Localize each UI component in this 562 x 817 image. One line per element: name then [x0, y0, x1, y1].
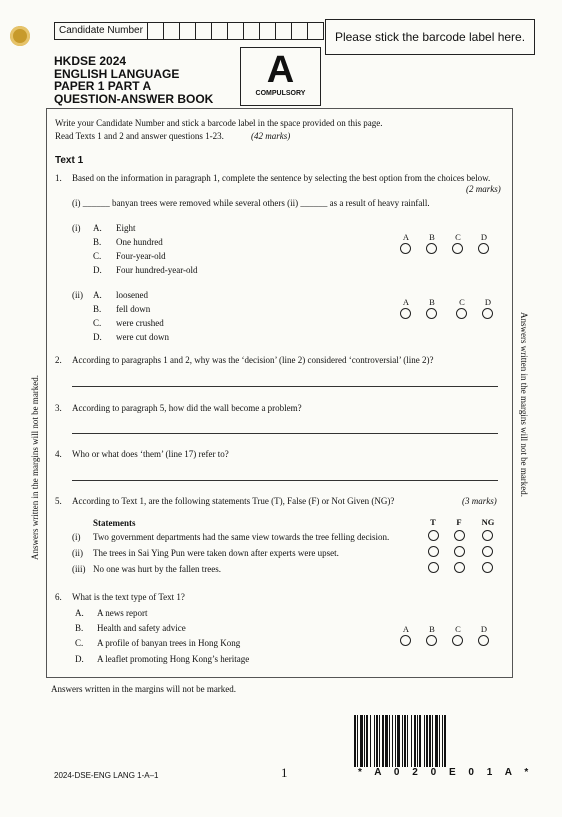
barcode-label-area[interactable] — [325, 19, 535, 55]
footer-code: 2024-DSE-ENG LANG 1-A–1 — [54, 771, 159, 780]
bubble-letter: B — [429, 297, 435, 307]
candidate-digit-cell[interactable] — [308, 23, 323, 39]
bubble-letter: C — [459, 297, 465, 307]
option-text: were cut down — [116, 332, 169, 342]
tfng-label: NG — [481, 517, 495, 527]
answer-bubble[interactable] — [454, 562, 465, 573]
option-text: A news report — [97, 608, 148, 618]
instructions-marks: (42 marks) — [251, 131, 291, 141]
q1-part-i-label: (i) — [72, 223, 81, 233]
statement-number: (ii) — [72, 548, 83, 558]
option-letter: D. — [75, 654, 84, 664]
barcode-bar — [432, 715, 433, 767]
candidate-digit-cell[interactable] — [180, 23, 196, 39]
statement-number: (i) — [72, 532, 81, 542]
option-text: A leaflet promoting Hong Kong’s heritage — [97, 654, 250, 664]
bubble-letter: B — [429, 624, 435, 634]
bubble-letter: A — [402, 297, 410, 307]
barcode-bar — [379, 715, 380, 767]
q5-number: 5. — [55, 496, 62, 506]
option-text: loosened — [116, 290, 148, 300]
answer-bubble[interactable] — [428, 530, 439, 541]
answer-bubble[interactable] — [426, 243, 437, 254]
q6-number: 6. — [55, 592, 62, 602]
statement-text: Two government departments had the same view towards the tree felling decision. — [93, 532, 390, 542]
answer-bubble[interactable] — [452, 635, 463, 646]
statement-number: (iii) — [72, 564, 86, 574]
bottom-margin-note: Answers written in the margins will not be marked. — [51, 684, 237, 694]
answer-bubble[interactable] — [428, 546, 439, 557]
q3-answer-line[interactable] — [72, 433, 498, 434]
option-text: Four hundred-year-old — [116, 265, 198, 275]
answer-bubble[interactable] — [400, 243, 411, 254]
barcode-bar — [360, 715, 363, 767]
barcode-bar — [407, 715, 408, 767]
option-letter: A. — [93, 290, 102, 300]
option-letter: D. — [93, 332, 102, 342]
answer-bubble[interactable] — [400, 308, 411, 319]
q4-text: Who or what does ‘them’ (line 17) refer to? — [72, 449, 229, 459]
answer-bubble[interactable] — [426, 308, 437, 319]
option-letter: D. — [93, 265, 102, 275]
q4-answer-line[interactable] — [72, 480, 498, 481]
candidate-digit-cell[interactable] — [148, 23, 164, 39]
bubble-letter: C — [455, 232, 461, 242]
q3-number: 3. — [55, 403, 62, 413]
candidate-digit-cell[interactable] — [292, 23, 308, 39]
barcode-bar — [370, 715, 371, 767]
barcode-bar — [364, 715, 365, 767]
left-margin-note: Answers written in the margins will not be marked. — [30, 374, 40, 560]
candidate-number-box[interactable] — [54, 22, 324, 40]
title-line: ENGLISH LANGUAGE — [54, 66, 180, 81]
q1-sentence: (i) ______ banyan trees were removed while several others (ii) ______ as a result of heavy rainfall. — [72, 198, 430, 208]
bubble-letter: A — [402, 232, 410, 242]
option-letter: B. — [93, 304, 102, 314]
q1-marks: (2 marks) — [466, 184, 501, 194]
option-letter: C. — [93, 251, 102, 261]
candidate-digit-cell[interactable] — [164, 23, 180, 39]
candidate-digit-cell[interactable] — [244, 23, 260, 39]
barcode-bar — [435, 715, 438, 767]
q1-number: 1. — [55, 173, 62, 183]
q5-statements-header: Statements — [93, 518, 136, 528]
barcode-bar — [426, 715, 428, 767]
barcode-bar — [354, 715, 356, 767]
candidate-digit-cell[interactable] — [260, 23, 276, 39]
q6-text: What is the text type of Text 1? — [72, 592, 185, 602]
candidate-number-label: Candidate Number — [55, 23, 148, 39]
part-letter: A — [266, 49, 295, 91]
barcode-bar — [404, 715, 406, 767]
statement-text: No one was hurt by the fallen trees. — [93, 564, 221, 574]
answer-bubble[interactable] — [478, 635, 489, 646]
option-letter: C. — [93, 318, 102, 328]
barcode-bar — [419, 715, 421, 767]
answer-bubble[interactable] — [426, 635, 437, 646]
option-text: One hundred — [116, 237, 163, 247]
barcode — [354, 715, 516, 767]
barcode-bar — [392, 715, 393, 767]
barcode-bar — [357, 715, 358, 767]
answer-bubble[interactable] — [482, 308, 493, 319]
answer-bubble[interactable] — [454, 530, 465, 541]
barcode-bar — [411, 715, 412, 767]
instructions-line1: Write your Candidate Number and stick a barcode label in the space provided on this page. — [55, 118, 383, 128]
tfng-label: T — [430, 517, 436, 527]
q2-answer-line[interactable] — [72, 386, 498, 387]
barcode-bar — [424, 715, 425, 767]
candidate-digit-cell[interactable] — [212, 23, 228, 39]
title-line: HKDSE 2024 — [54, 54, 127, 68]
barcode-bar — [395, 715, 396, 767]
part-sub: COMPULSORY — [255, 90, 306, 97]
barcode-bar — [402, 715, 403, 767]
barcode-bar — [376, 715, 378, 767]
barcode-bar — [366, 715, 368, 767]
answer-bubble[interactable] — [482, 546, 493, 557]
barcode-bar — [417, 715, 418, 767]
candidate-digit-cell[interactable] — [228, 23, 244, 39]
q2-number: 2. — [55, 355, 62, 365]
bubble-letter: D — [480, 232, 488, 242]
option-text: were crushed — [116, 318, 164, 328]
answer-bubble[interactable] — [428, 562, 439, 573]
answer-bubble[interactable] — [482, 530, 493, 541]
barcode-bar — [439, 715, 440, 767]
punch-hole — [10, 26, 30, 46]
candidate-digit-cell[interactable] — [276, 23, 292, 39]
title-line: PAPER 1 PART A — [54, 79, 152, 93]
statement-text: The trees in Sai Ying Pun were taken down after experts were upset. — [93, 548, 339, 558]
q5-text: According to Text 1, are the following statements True (T), False (F) or Not Given (NG)? — [72, 496, 395, 506]
tfng-label: F — [456, 517, 462, 527]
barcode-bar — [385, 715, 388, 767]
option-text: A profile of banyan trees in Hong Kong — [97, 638, 241, 648]
right-margin-note: Answers written in the margins will not be marked. — [519, 312, 529, 498]
option-letter: A. — [93, 223, 102, 233]
answer-bubble[interactable] — [454, 546, 465, 557]
option-letter: B. — [75, 623, 84, 633]
barcode-bar — [374, 715, 375, 767]
barcode-text: * A 0 2 0 E 0 1 A * — [358, 767, 534, 778]
option-text: Health and safety advice — [97, 623, 186, 633]
candidate-digit-cell[interactable] — [196, 23, 212, 39]
q1-part-ii-label: (ii) — [72, 290, 83, 300]
part-a-box — [240, 47, 321, 106]
answer-bubble[interactable] — [482, 562, 493, 573]
q4-number: 4. — [55, 449, 62, 459]
paper-title — [54, 55, 213, 105]
q5-marks: (3 marks) — [462, 496, 497, 506]
barcode-bar — [382, 715, 384, 767]
barcode-bar — [444, 715, 446, 767]
option-letter: A. — [75, 608, 84, 618]
bubble-letter: C — [455, 624, 461, 634]
q2-text: According to paragraphs 1 and 2, why was the ‘decision’ (line 2) considered ‘controversial’ (line 2)? — [72, 355, 434, 365]
barcode-bar — [442, 715, 443, 767]
answer-bubble[interactable] — [456, 308, 467, 319]
bubble-letter: D — [480, 624, 488, 634]
q3-text: According to paragraph 5, how did the wall become a problem? — [72, 403, 302, 413]
barcode-bar — [414, 715, 416, 767]
bubble-letter: D — [484, 297, 492, 307]
answer-bubble[interactable] — [400, 635, 411, 646]
barcode-bar — [429, 715, 431, 767]
instructions-line2: Read Texts 1 and 2 and answer questions 1-23. — [55, 131, 224, 141]
bubble-letter: A — [402, 624, 410, 634]
barcode-bar — [389, 715, 390, 767]
option-letter: C. — [75, 638, 84, 648]
bubble-letter: B — [429, 232, 435, 242]
option-letter: B. — [93, 237, 102, 247]
option-text: Four-year-old — [116, 251, 166, 261]
answer-bubble[interactable] — [452, 243, 463, 254]
option-text: fell down — [116, 304, 151, 314]
page-number: 1 — [281, 765, 288, 780]
barcode-bar — [397, 715, 400, 767]
barcode-label-text: Please stick the barcode label here. — [334, 30, 526, 44]
option-text: Eight — [116, 223, 136, 233]
q1-stem: Based on the information in paragraph 1, complete the sentence by selecting the best option from the choices below. — [72, 173, 491, 183]
title-line: QUESTION-ANSWER BOOK — [54, 91, 214, 106]
answer-bubble[interactable] — [478, 243, 489, 254]
section-title: Text 1 — [55, 155, 84, 166]
